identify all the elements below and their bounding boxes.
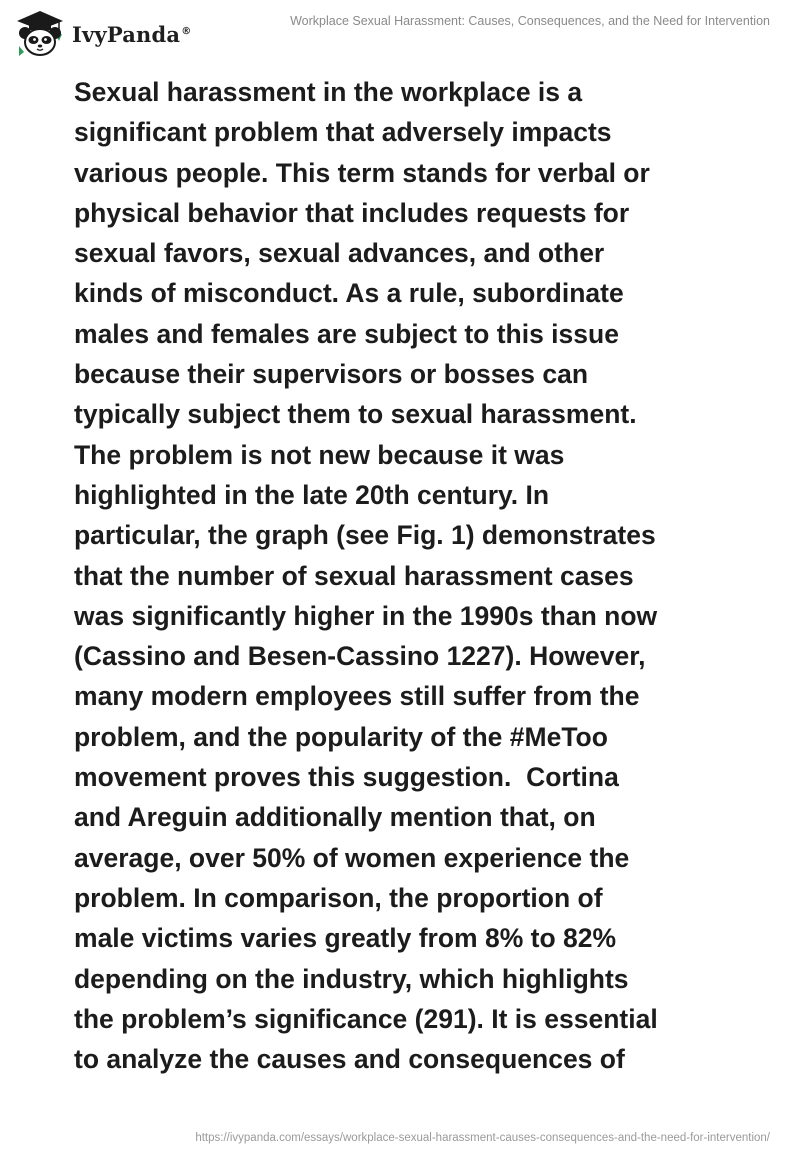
- text-line: that the number of sexual harassment cases: [74, 560, 634, 591]
- text-line: problem, and the popularity of the #MeToo: [74, 721, 608, 752]
- panda-graduate-icon: [14, 8, 66, 60]
- source-url: https://ivypanda.com/essays/workplace-sexual-harassment-causes-consequences-and-the-need-for-intervention/: [195, 1132, 770, 1144]
- text-line: because their supervisors or bosses can: [74, 359, 589, 390]
- text-line: problem. In comparison, the proportion of: [74, 882, 603, 913]
- text-line: sexual favors, sexual advances, and other: [74, 238, 605, 269]
- text-line: was significantly higher in the 1990s than now: [74, 600, 658, 631]
- text-line: The problem is not new because it was: [74, 439, 565, 470]
- brand-logo[interactable]: [14, 8, 191, 60]
- text-line: male victims varies greatly from 8% to 82%: [74, 923, 617, 954]
- text-line: highlighted in the late 20th century. In: [74, 479, 550, 510]
- text-line: significant problem that adversely impacts: [74, 117, 612, 148]
- text-line: movement proves this suggestion. Cortina: [74, 762, 619, 793]
- text-line: the problem’s significance (291). It is essential: [74, 1003, 658, 1034]
- text-line: typically subject them to sexual harassment.: [74, 399, 637, 430]
- text-line: many modern employees still suffer from the: [74, 681, 640, 712]
- text-line: physical behavior that includes requests for: [74, 197, 630, 228]
- brand-name: IvyPanda®: [72, 21, 192, 47]
- text-line: particular, the graph (see Fig. 1) demonstrates: [74, 520, 656, 551]
- registered-mark: ®: [181, 25, 192, 37]
- text-line: various people. This term stands for verbal or: [74, 157, 650, 188]
- text-line: males and females are subject to this issue: [74, 318, 619, 349]
- text-line: average, over 50% of women experience the: [74, 842, 630, 873]
- text-line: and Areguin additionally mention that, on: [74, 802, 596, 833]
- document-title: Workplace Sexual Harassment: Causes, Consequences, and the Need for Intervention: [290, 14, 770, 28]
- page-header: [0, 0, 800, 70]
- text-line: (Cassino and Besen-Cassino 1227). However,: [74, 641, 646, 672]
- text-line: to analyze the causes and consequences of: [74, 1044, 625, 1075]
- text-line: depending on the industry, which highlights: [74, 963, 629, 994]
- text-line: Sexual harassment in the workplace is a: [74, 77, 583, 107]
- essay-paragraph: [74, 72, 734, 1079]
- text-line: kinds of misconduct. As a rule, subordinate: [74, 278, 624, 309]
